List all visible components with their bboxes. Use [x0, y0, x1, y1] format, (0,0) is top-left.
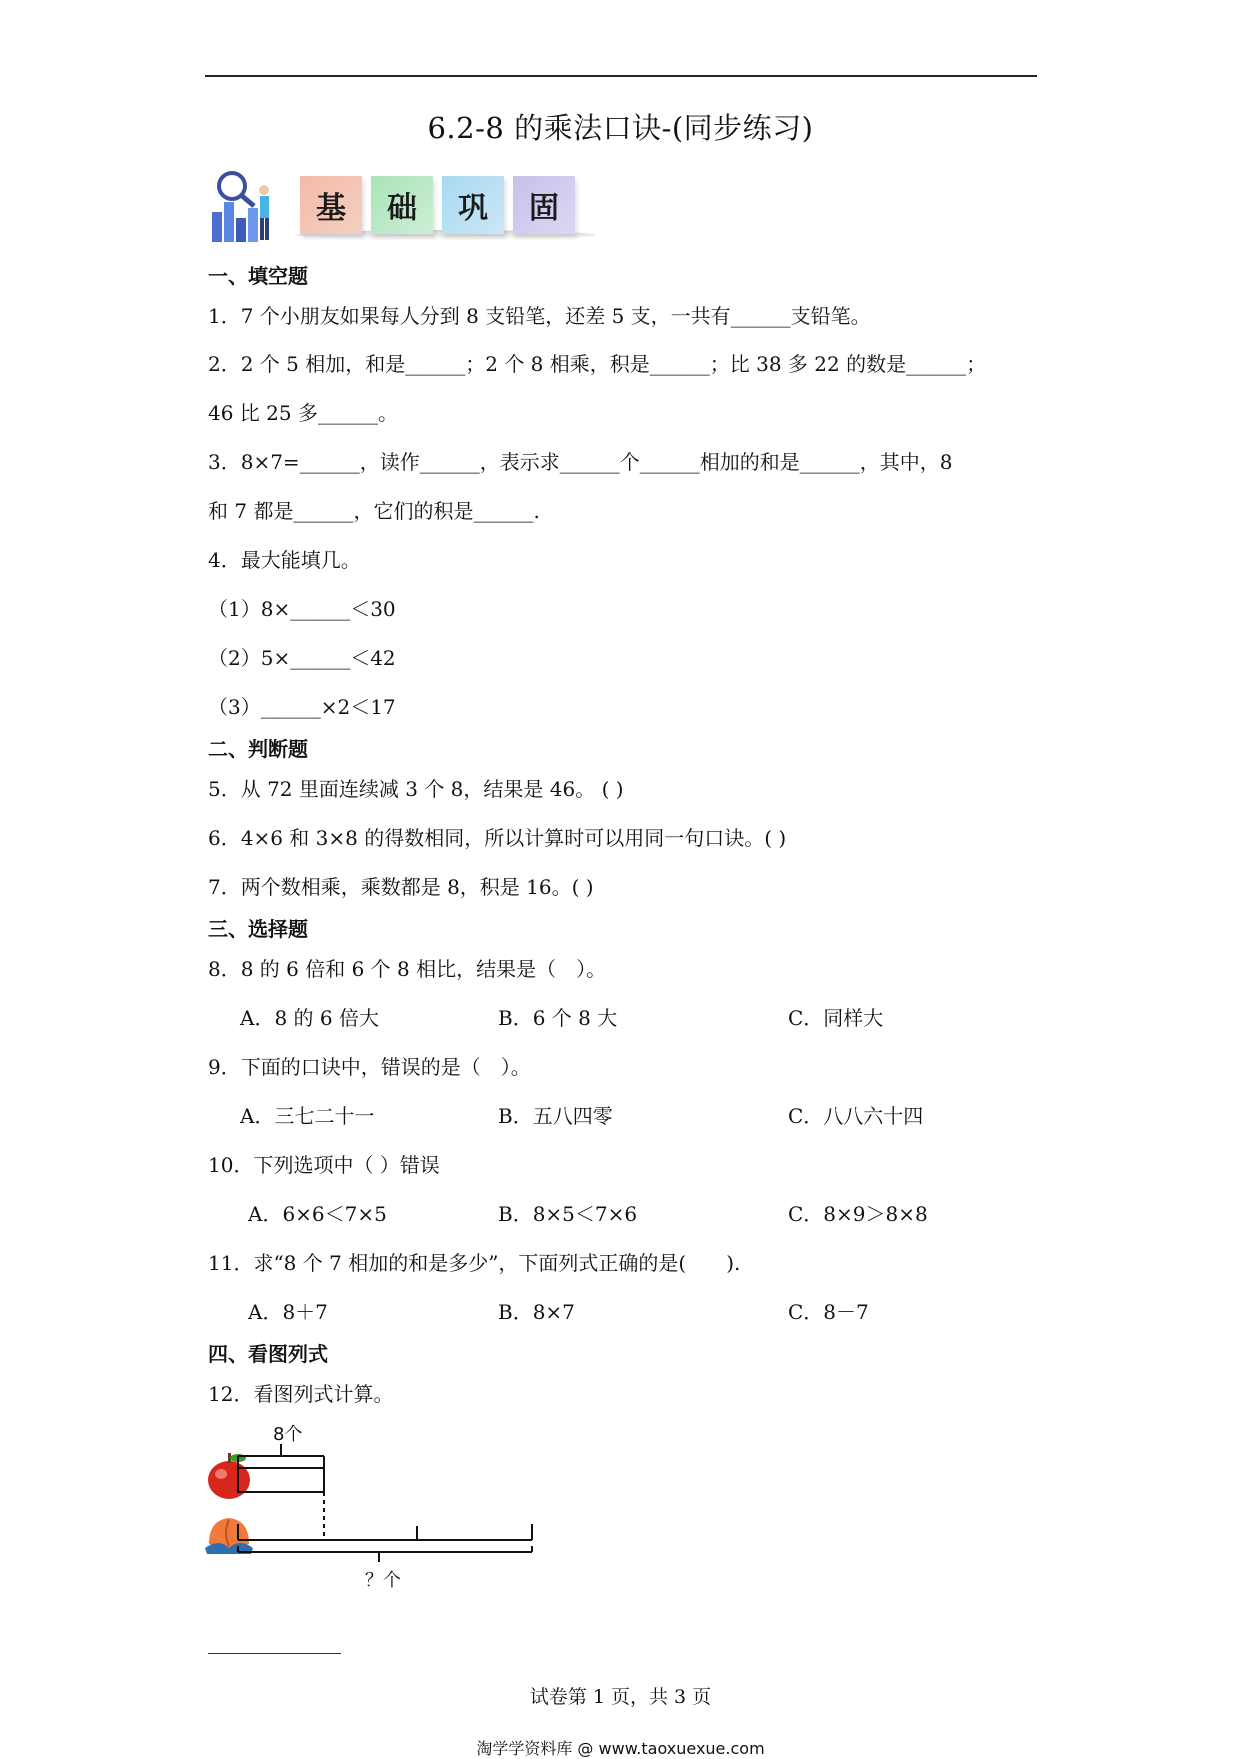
question-9: 9．下面的口诀中，错误的是（ ）。 [208, 1055, 531, 1079]
q11-option-b: B．8×7 [498, 1300, 575, 1324]
apple-peach-diagram [205, 1420, 545, 1595]
footnote-rule [208, 1653, 341, 1654]
question-3-line-1: 3．8×7=______，读作______，表示求______个______相加的和是______，其中，8 [208, 450, 953, 474]
question-11: 11．求“8 个 7 相加的和是多少”，下面列式正确的是( ). [208, 1251, 741, 1275]
question-2-line-2: 46 比 25 多______。 [208, 401, 398, 425]
q11-option-a: A．8＋7 [248, 1300, 328, 1324]
question-7: 7．两个数相乘，乘数都是 8，积是 16。( ) [208, 875, 594, 899]
page-title: 6.2-8 的乘法口诀-(同步练习) [427, 111, 814, 145]
question-12: 12．看图列式计算。 [208, 1382, 394, 1406]
bottom-label: ？个 [365, 1570, 401, 1591]
q8-option-b: B．6 个 8 大 [498, 1006, 618, 1030]
top-label: 8个 [273, 1424, 303, 1445]
magnifier-chart-icon [208, 168, 283, 246]
question-4-part-2: （2）5×______＜42 [208, 646, 396, 670]
section-heading-picture: 四、看图列式 [208, 1342, 328, 1366]
q9-option-a: A．三七二十一 [240, 1104, 375, 1128]
q8-option-c: C．同样大 [788, 1006, 884, 1030]
header-rule [205, 75, 1037, 77]
section-banner [208, 168, 598, 246]
question-5: 5．从 72 里面连续减 3 个 8，结果是 46。 ( ) [208, 777, 624, 801]
q10-option-a: A．6×6＜7×5 [248, 1202, 387, 1226]
question-4: 4．最大能填几。 [208, 548, 361, 572]
peach-icon [205, 1518, 253, 1554]
question-2-line-1: 2．2 个 5 相加，和是______；2 个 8 相乘，积是______；比 38 多 22 的数是______； [208, 352, 987, 376]
bar-diagram [205, 1420, 545, 1595]
banner-tile-1: 基 [300, 176, 362, 234]
q10-option-b: B．8×5＜7×6 [498, 1202, 638, 1226]
watermark: 淘学学资料库 @ www.taoxuexue.com [476, 1739, 765, 1758]
q8-option-a: A．8 的 6 倍大 [240, 1006, 379, 1030]
section-heading-true-false: 二、判断题 [208, 737, 308, 761]
q9-option-b: B．五八四零 [498, 1104, 613, 1128]
q11-option-c: C．8－7 [788, 1300, 869, 1324]
q10-option-c: C．8×9＞8×8 [788, 1202, 928, 1226]
question-3-line-2: 和 7 都是______，它们的积是______. [208, 499, 540, 523]
q9-option-c: C．八八六十四 [788, 1104, 924, 1128]
question-10: 10．下列选项中（ ）错误 [208, 1153, 440, 1177]
question-6: 6．4×6 和 3×8 的得数相同，所以计算时可以用同一句口诀。( ) [208, 826, 787, 850]
banner-tile-4: 固 [513, 176, 575, 234]
question-4-part-3: （3）______×2＜17 [208, 695, 396, 719]
page-footer: 试卷第 1 页，共 3 页 [529, 1686, 712, 1708]
section-heading-choice: 三、选择题 [208, 917, 308, 941]
question-1: 1．7 个小朋友如果每人分到 8 支铅笔，还差 5 支，一共有______支铅笔。 [208, 304, 871, 328]
banner-tile-3: 巩 [442, 176, 504, 234]
banner-tile-2: 础 [371, 176, 433, 234]
question-4-part-1: （1）8×______＜30 [208, 597, 396, 621]
question-8: 8．8 的 6 倍和 6 个 8 相比，结果是（ ）。 [208, 957, 607, 981]
section-heading-fill-blank: 一、填空题 [208, 264, 308, 288]
